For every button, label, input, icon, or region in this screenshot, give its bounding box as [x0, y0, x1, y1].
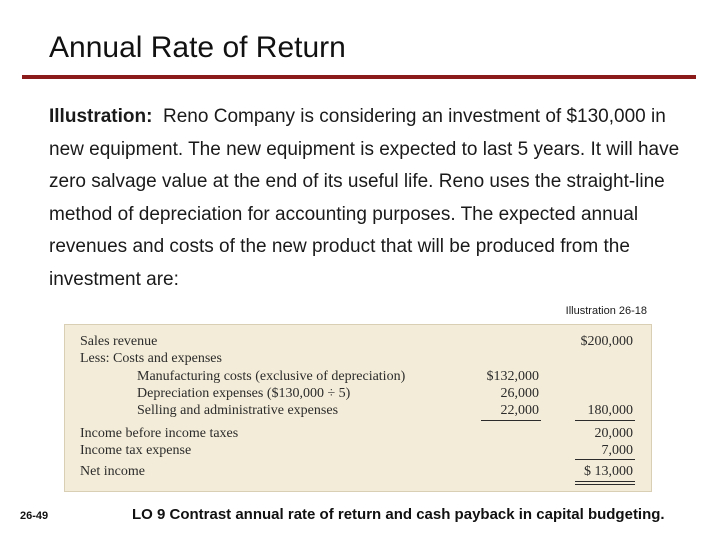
row-label: Income before income taxes — [80, 426, 239, 441]
statement-row-less-costs — [65, 350, 651, 367]
statement-row-net-income — [65, 463, 651, 480]
row-col1: 26,000 — [500, 386, 539, 401]
row-label: Income tax expense — [80, 443, 192, 458]
row-label: Less: Costs and expenses — [80, 351, 222, 366]
row-col1: 22,000 — [500, 403, 539, 418]
row-col2: $200,000 — [580, 334, 633, 349]
illustration-reference: Illustration 26-18 — [565, 305, 647, 317]
slide-title: Annual Rate of Return — [49, 31, 346, 64]
row-col2: 180,000 — [587, 403, 633, 418]
row-col2: $ 13,000 — [584, 464, 633, 479]
illustration-paragraph — [49, 101, 689, 296]
subtotal-underline — [575, 459, 635, 460]
row-label: Depreciation expenses ($130,000 ÷ 5) — [137, 386, 351, 401]
row-label: Selling and administrative expenses — [137, 403, 339, 418]
row-label: Net income — [80, 464, 145, 479]
illustration-label: Illustration: — [49, 106, 153, 127]
statement-row-income-tax — [65, 442, 651, 459]
statement-row-selling-admin — [65, 402, 651, 419]
row-label: Sales revenue — [80, 334, 158, 349]
illustration-text: Reno Company is considering an investment of $130,000 in new equipment. The new equipment is expected to last 5 years. It will have zero salvage value at the end of its useful life. Reno uses the straight-line method of depreciation for accounting purposes. The expected annual revenues and costs of the new product that will be produced from the investment are: — [49, 106, 680, 290]
learning-objective: LO 9 Contrast annual rate of return and cash payback in capital budgeting. — [132, 506, 665, 523]
income-statement — [64, 324, 652, 492]
row-label: Manufacturing costs (exclusive of depreciation) — [137, 369, 406, 384]
statement-row-sales-revenue — [65, 333, 651, 350]
statement-row-manufacturing — [65, 368, 651, 385]
subtotal-underline — [575, 420, 635, 421]
page-number: 26-49 — [20, 510, 49, 522]
row-col2: 7,000 — [601, 443, 633, 458]
row-col1: $132,000 — [486, 369, 539, 384]
title-divider — [22, 75, 696, 79]
subtotal-underline — [481, 420, 541, 421]
total-double-underline — [575, 481, 635, 485]
statement-row-income-before-tax — [65, 425, 651, 442]
row-col2: 20,000 — [594, 426, 633, 441]
statement-row-depreciation — [65, 385, 651, 402]
